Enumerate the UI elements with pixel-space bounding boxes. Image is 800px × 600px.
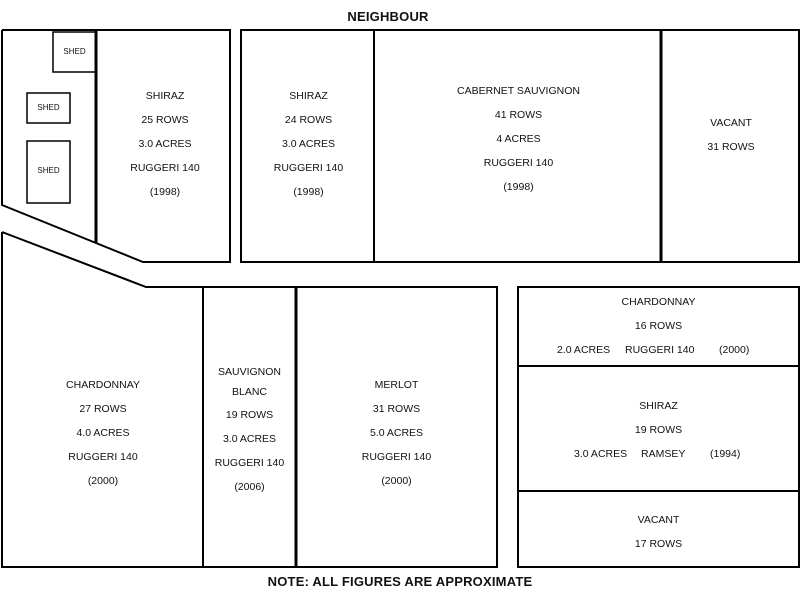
variety-label: CHARDONNAY	[66, 379, 140, 391]
variety-label-line-1: SAUVIGNON	[217, 366, 281, 378]
variety-label: VACANT	[710, 117, 752, 129]
rootstock-label: RUGGERI 140	[214, 457, 285, 469]
acres-label: 3.0 ACRES	[574, 448, 628, 460]
shed-label-bottom: SHED	[37, 166, 60, 175]
rootstock-label: RAMSEY	[641, 448, 686, 460]
rows-label: 19 ROWS	[634, 424, 683, 436]
acres-label: 4 ACRES	[496, 133, 541, 145]
rows-label: 16 ROWS	[634, 320, 683, 332]
variety-label: CHARDONNAY	[621, 296, 696, 308]
year-label: (1998)	[293, 186, 324, 198]
variety-label: SHIRAZ	[639, 400, 678, 412]
rootstock-label: RUGGERI 140	[130, 162, 200, 174]
acres-label: 3.0 ACRES	[138, 138, 192, 150]
variety-label: SHIRAZ	[145, 90, 185, 102]
rootstock-label: RUGGERI 140	[625, 344, 695, 356]
rows-label: 24 ROWS	[284, 114, 333, 126]
shed-label-top: SHED	[63, 47, 86, 56]
variety-label-line-2: BLANC	[231, 386, 267, 398]
year-label: (1998)	[503, 181, 534, 193]
block-vacant-top	[663, 111, 799, 159]
rootstock-label: RUGGERI 140	[273, 162, 344, 174]
acres-label: 4.0 ACRES	[76, 427, 130, 439]
block-merlot	[297, 373, 496, 493]
rows-label: 19 ROWS	[225, 409, 274, 421]
variety-label: MERLOT	[374, 379, 419, 391]
block-sauvignon-blanc	[204, 364, 295, 499]
rows-label: 41 ROWS	[494, 109, 543, 121]
block-shiraz-25-rows	[100, 84, 230, 204]
acres-label: 3.0 ACRES	[222, 433, 277, 445]
details-row	[518, 338, 799, 362]
year-label: (2006)	[234, 481, 265, 493]
variety-label: VACANT	[637, 514, 680, 526]
rows-label: 31 ROWS	[372, 403, 421, 415]
year-label: (2000)	[381, 475, 412, 487]
year-label: (2000)	[87, 475, 119, 487]
block-shiraz-19-rows	[518, 394, 799, 466]
block-shiraz-24-rows	[243, 84, 374, 204]
acres-label: 5.0 ACRES	[369, 427, 424, 439]
shed-label-middle: SHED	[37, 103, 60, 112]
details-row	[518, 442, 799, 466]
block-vacant-bottom	[518, 508, 799, 556]
block-chardonnay-16-rows	[518, 290, 799, 362]
acres-label: 3.0 ACRES	[281, 138, 336, 150]
rootstock-label: RUGGERI 140	[483, 157, 554, 169]
variety-label: SHIRAZ	[289, 90, 328, 102]
rootstock-label: RUGGERI 140	[68, 451, 138, 463]
acres-label: 2.0 ACRES	[557, 344, 611, 356]
rows-label: 31 ROWS	[707, 141, 755, 153]
block-chardonnay-27-rows	[4, 373, 202, 493]
neighbour-heading: NEIGHBOUR	[347, 9, 429, 24]
rootstock-label: RUGGERI 140	[361, 451, 432, 463]
rows-label: 27 ROWS	[79, 403, 127, 415]
year-label: (1994)	[710, 448, 741, 460]
approximate-note: NOTE: ALL FIGURES ARE APPROXIMATE	[267, 574, 533, 589]
block-cabernet-sauvignon	[376, 79, 661, 199]
year-label: (1998)	[149, 186, 181, 198]
variety-label: CABERNET SAUVIGNON	[457, 85, 580, 97]
year-label: (2000)	[719, 344, 750, 356]
rows-label: 17 ROWS	[634, 538, 683, 550]
rows-label: 25 ROWS	[141, 114, 189, 126]
